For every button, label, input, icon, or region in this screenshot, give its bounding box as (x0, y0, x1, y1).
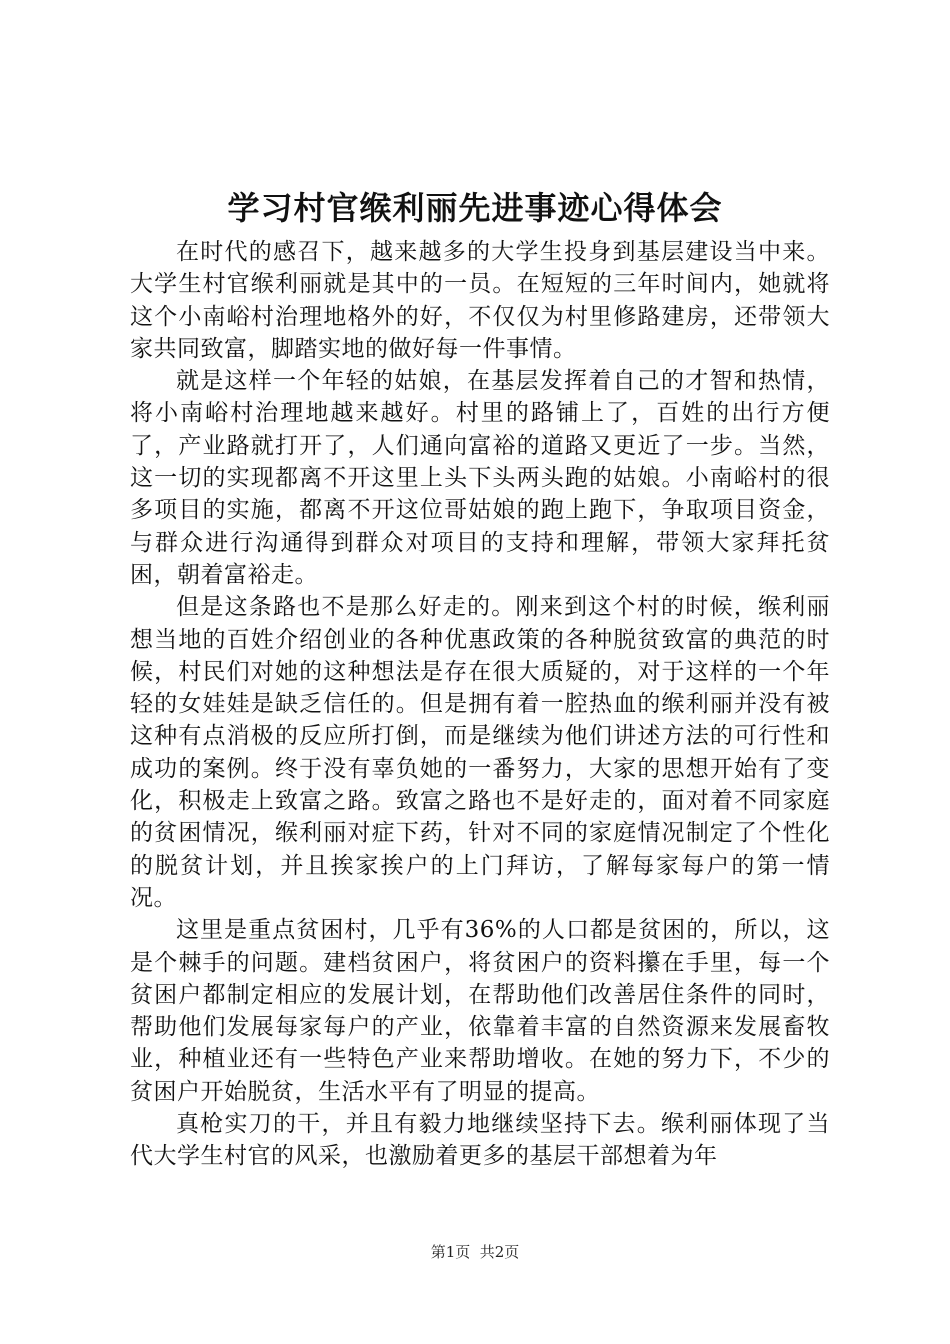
document-title: 学习村官缑利丽先进事迹心得体会 (227, 189, 723, 227)
document-body (130, 236, 830, 1173)
page-number: 第1页 共2页 (430, 1243, 520, 1261)
paragraph-3: 但是这条路也不是那么好走的。刚来到这个村的时候，缑利丽想当地的百姓介绍创业的各种优惠政策的各种脱贫致富的典范的时候，村民们对她的这种想法是存在很大质疑的，对于这样的一个年轻的女娃娃是缺乏信任的。但是拥有着一腔热血的缑利丽并没有被这种有点消极的反应所打倒，而是继续为他们讲述方法的可行性和成功的案例。终于没有辜负她的一番努力，大家的思想开始有了变化，积极走上致富之路。致富之路也不是好走的，面对着不同家庭的贫困情况，缑利丽对症下药，针对不同的家庭情况制定了个性化的脱贫计划，并且挨家挨户的上门拜访，了解每家每户的第一情况。 (130, 594, 830, 911)
paragraph-5: 真枪实刀的干，并且有毅力地继续坚持下去。缑利丽体现了当代大学生村官的风采，也激励着更多的基层干部想着为年 (130, 1111, 830, 1170)
paragraph-2: 就是这样一个年轻的姑娘，在基层发挥着自己的才智和热情，将小南峪村治理地越来越好。村里的路铺上了，百姓的出行方便了，产业路就打开了，人们通向富裕的道路又更近了一步。当然，这一切的实现都离不开这里上头下头两头跑的姑娘。小南峪村的很多项目的实施，都离不开这位哥姑娘的跑上跑下，争取项目资金，与群众进行沟通得到群众对项目的支持和理解，带领大家拜托贫困，朝着富裕走。 (130, 368, 830, 588)
paragraph-4: 这里是重点贫困村，几乎有36%的人口都是贫困的，所以，这是个棘手的问题。建档贫困户，将贫困户的资料攥在手里，每一个贫困户都制定相应的发展计划，在帮助他们改善居住条件的同时，帮助他们发展每家每户的产业，依靠着丰富的自然资源来发展畜牧业，种植业还有一些特色产业来帮助增收。在她的努力下，不少的贫困户开始脱贫，生活水平有了明显的提高。 (130, 917, 830, 1105)
paragraph-1: 在时代的感召下，越来越多的大学生投身到基层建设当中来。大学生村官缑利丽就是其中的一员。在短短的三年时间内，她就将这个小南峪村治理地格外的好，不仅仅为村里修路建房，还带领大家共同致富，脚踏实地的做好每一件事情。 (130, 239, 830, 362)
page-footer (0, 1242, 950, 1262)
